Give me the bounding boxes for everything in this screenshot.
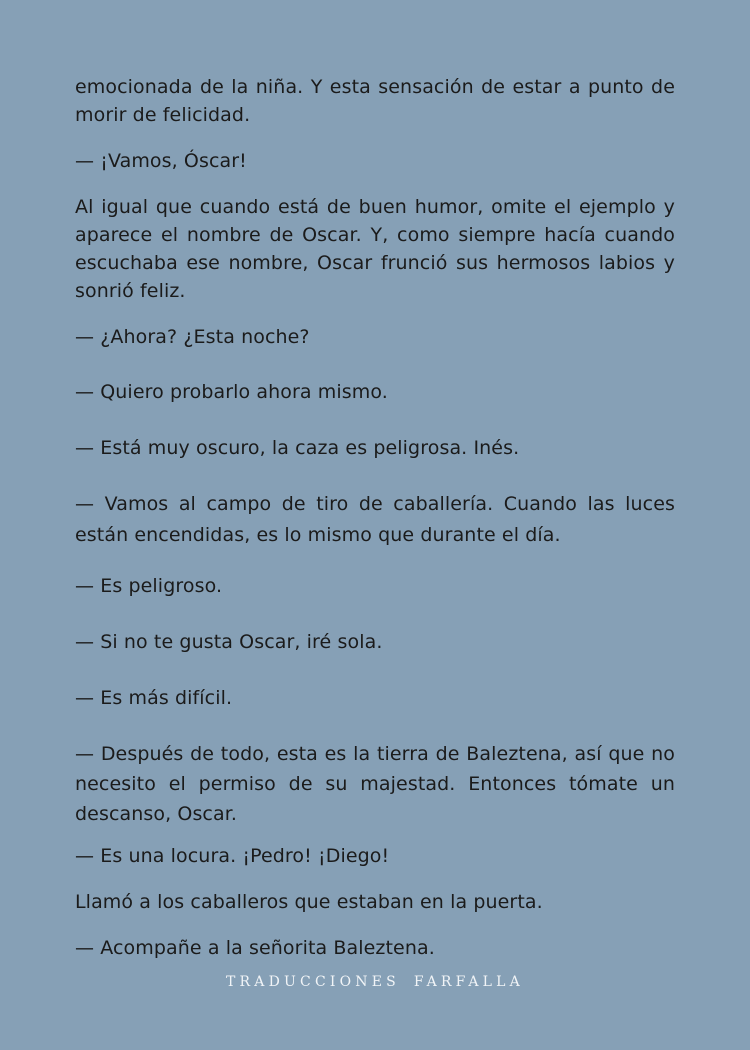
paragraph-9: — Si no te gusta Oscar, iré sola. bbox=[75, 631, 383, 653]
paragraph-6: — Está muy oscuro, la caza es peligrosa. Inés. bbox=[75, 437, 520, 459]
paragraph-12: — Es una locura. ¡Pedro! ¡Diego! bbox=[75, 845, 390, 867]
footer-credit bbox=[0, 974, 750, 990]
paragraph-5: — Quiero probarlo ahora mismo. bbox=[75, 381, 388, 403]
paragraph-3: Al igual que cuando está de buen humor, omite el ejemplo y aparece el nombre de Oscar. Y, como siempre hacía cuando escuchaba ese nombre, Oscar frunció sus hermosos labios y sonrió feliz. bbox=[75, 196, 675, 302]
paragraph-8: — Es peligroso. bbox=[75, 575, 223, 597]
paragraph-1: emocionada de la niña. Y esta sensación de estar a punto de morir de felicidad. bbox=[75, 76, 675, 126]
paragraph-14: — Acompañe a la señorita Baleztena. bbox=[75, 937, 435, 959]
paragraph-11: — Después de todo, esta es la tierra de Baleztena, así que no necesito el permiso de su majestad. Entonces tómate un descanso, Oscar. bbox=[75, 743, 675, 825]
paragraph-4: — ¿Ahora? ¿Esta noche? bbox=[75, 326, 310, 348]
paragraph-13: Llamó a los caballeros que estaban en la puerta. bbox=[75, 891, 543, 913]
footer-word-1: TRADUCCIONES bbox=[226, 974, 400, 990]
paragraph-10: — Es más difícil. bbox=[75, 687, 233, 709]
paragraph-7: — Vamos al campo de tiro de caballería. Cuando las luces están encendidas, es lo mismo que durante el día. bbox=[75, 493, 675, 546]
page-text bbox=[75, 73, 675, 962]
paragraph-2: — ¡Vamos, Óscar! bbox=[75, 150, 247, 172]
footer-word-2: FARFALLA bbox=[413, 974, 524, 990]
